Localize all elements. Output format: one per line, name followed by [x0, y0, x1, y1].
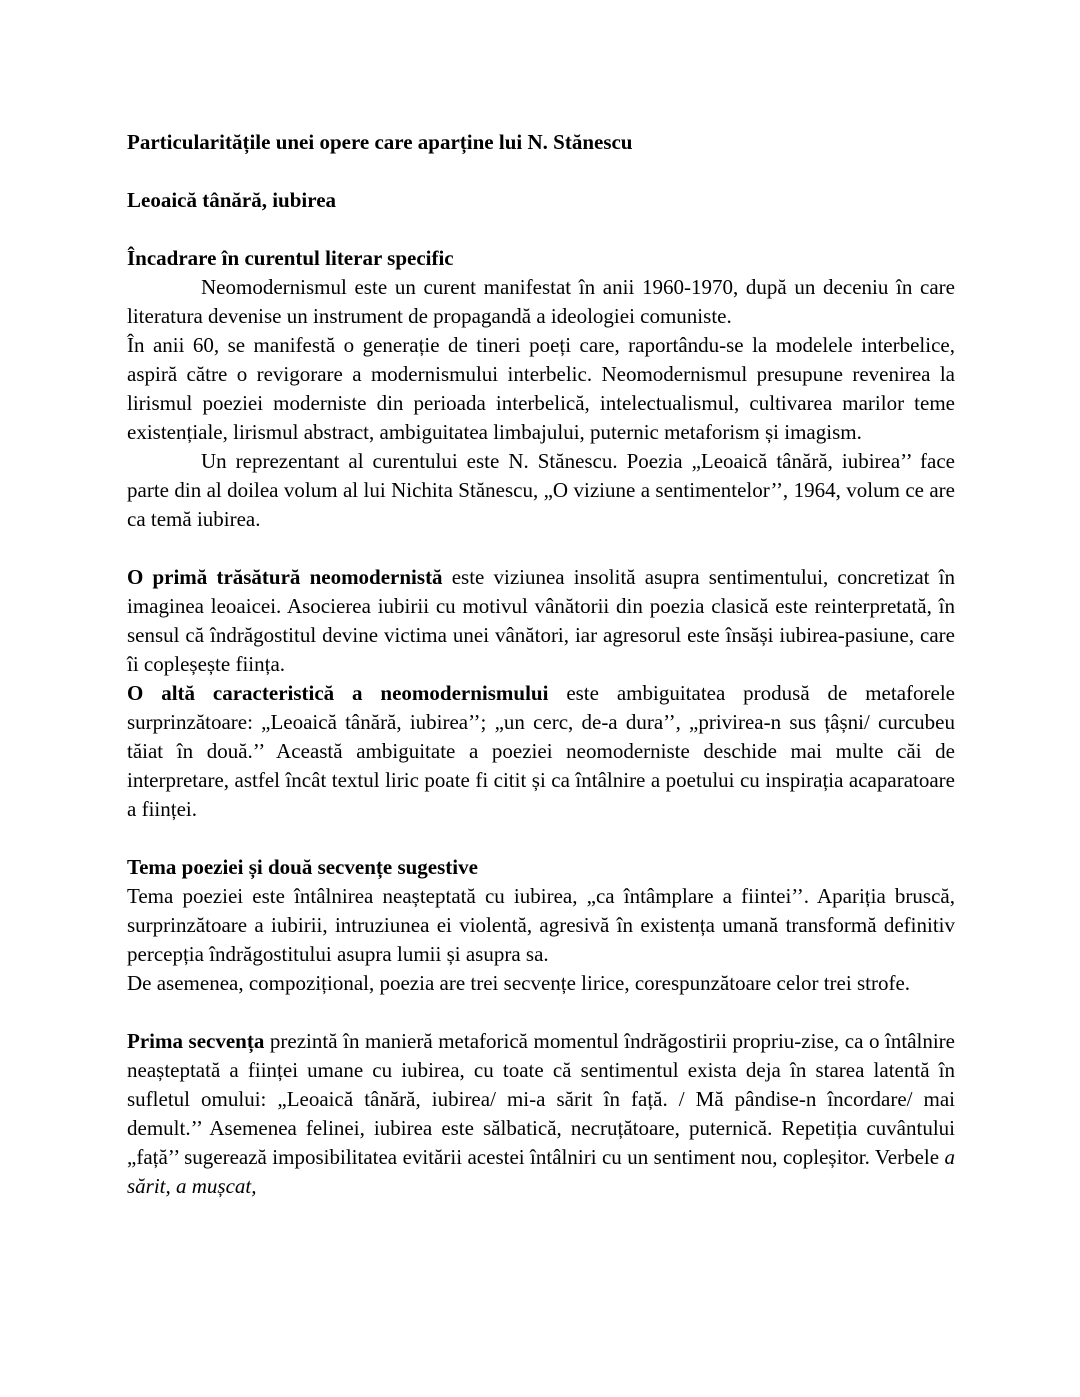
text-run: a sărit, a mușcat,	[127, 1145, 955, 1198]
paragraph-compozitional	[127, 969, 955, 998]
paragraph-tema	[127, 882, 955, 969]
text-run: Un reprezentant al curentului este N. Stănescu. Poezia „Leoaică tânără, iubirea’’ face parte din al doilea volum al lui Nichita Stănescu, „O viziune a sentimentelor’’, 1964, volum ce are ca temă iubirea.	[127, 449, 955, 531]
paragraph-alta-caracteristica	[127, 679, 955, 824]
text-run: Neomodernismul este un curent manifestat în anii 1960-1970, după un deceniu în care literatura devenise un instrument de propagandă a ideologiei comuniste.	[127, 275, 955, 328]
document-content	[127, 128, 955, 1201]
doc-subtitle	[127, 186, 955, 215]
paragraph-reprezentant	[127, 447, 955, 534]
blank-line	[127, 157, 955, 186]
blank-line	[127, 215, 955, 244]
text-run: Particularitățile unei opere care aparține lui N. Stănescu	[127, 130, 633, 154]
text-run: este viziunea insolită asupra sentimentului, concretizat în imaginea leoaicei. Asocierea iubirii cu motivul vânătorii din poezia clasică este reinterpretată, în sensul că îndrăgostitul devine victima unei vânători, iar agresorul este însăși iubirea-pasiune, care îi copleșește ființa.	[127, 565, 955, 676]
blank-line	[127, 534, 955, 563]
text-run: Prima secvența	[127, 1029, 265, 1053]
blank-line	[127, 998, 955, 1027]
section-heading-tema-poeziei	[127, 853, 955, 882]
text-run: prezintă în manieră metaforică momentul îndrăgostirii propriu-zise, ca o întâlnire neașteptată a ființei umane cu iubirea, cu toate că sentimentul exista deja în starea latentă în sufletul omului: „Leoaică tânără, iubirea/ mi-a sărit în față. / Mă pândise-n încordare/ mai demult.’’ Asemenea felinei, iubirea este sălbatică, necruțătoare, puternică. Repetiția cuvântului „față’’ sugerează imposibilitatea evitării acestei întâlniri cu un sentiment nou, copleșitor. Verbele	[127, 1029, 955, 1169]
text-run: Încadrare în curentul literar specific	[127, 246, 454, 270]
text-run: În anii 60, se manifestă o generație de tineri poeți care, raportându-se la modelele interbelice, aspiră către o revigorare a modernismului interbelic. Neomodernismul presupune revenirea la lirismul poeziei moderniste din perioada interbelică, intelectualismul, cultivarea marilor teme existențiale, lirismul abstract, ambiguitatea limbajului, puternic metaforism și imagism.	[127, 333, 955, 444]
text-run: O primă trăsătură neomodernistă	[127, 565, 443, 589]
text-run: este ambiguitatea produsă de metaforele surprinzătoare: „Leoaică tânără, iubirea’’; „un cerc, de-a dura’’, „privirea-n sus țâșni/ curcubeu tăiat în două.’’ Această ambiguitate a poeziei neomoderniste deschide mai multe căi de interpretare, astfel încât textul liric poate fi citit și ca întâlnire a poetului cu inspirația acaparatoare a ființei.	[127, 681, 955, 821]
text-run: Tema poeziei este întâlnirea neașteptată cu iubirea, „ca întâmplare a fiintei’’. Apariția bruscă, surprinzătoare a iubirii, intruziunea ei violentă, agresivă în existența umană transformă definitiv percepția îndrăgostitului asupra lumii și asupra sa.	[127, 884, 955, 966]
text-run: Tema poeziei și două secvențe sugestive	[127, 855, 478, 879]
doc-title	[127, 128, 955, 157]
paragraph-neomodernism-intro	[127, 273, 955, 331]
paragraph-prima-secventa	[127, 1027, 955, 1201]
blank-line	[127, 824, 955, 853]
paragraph-anii-60	[127, 331, 955, 447]
section-heading-curent-literar	[127, 244, 955, 273]
text-run: De asemenea, compozițional, poezia are trei secvențe lirice, corespunzătoare celor trei strofe.	[127, 971, 911, 995]
text-run: O altă caracteristică a neomodernismului	[127, 681, 549, 705]
paragraph-prima-trasatura	[127, 563, 955, 679]
text-run: Leoaică tânără, iubirea	[127, 188, 337, 212]
